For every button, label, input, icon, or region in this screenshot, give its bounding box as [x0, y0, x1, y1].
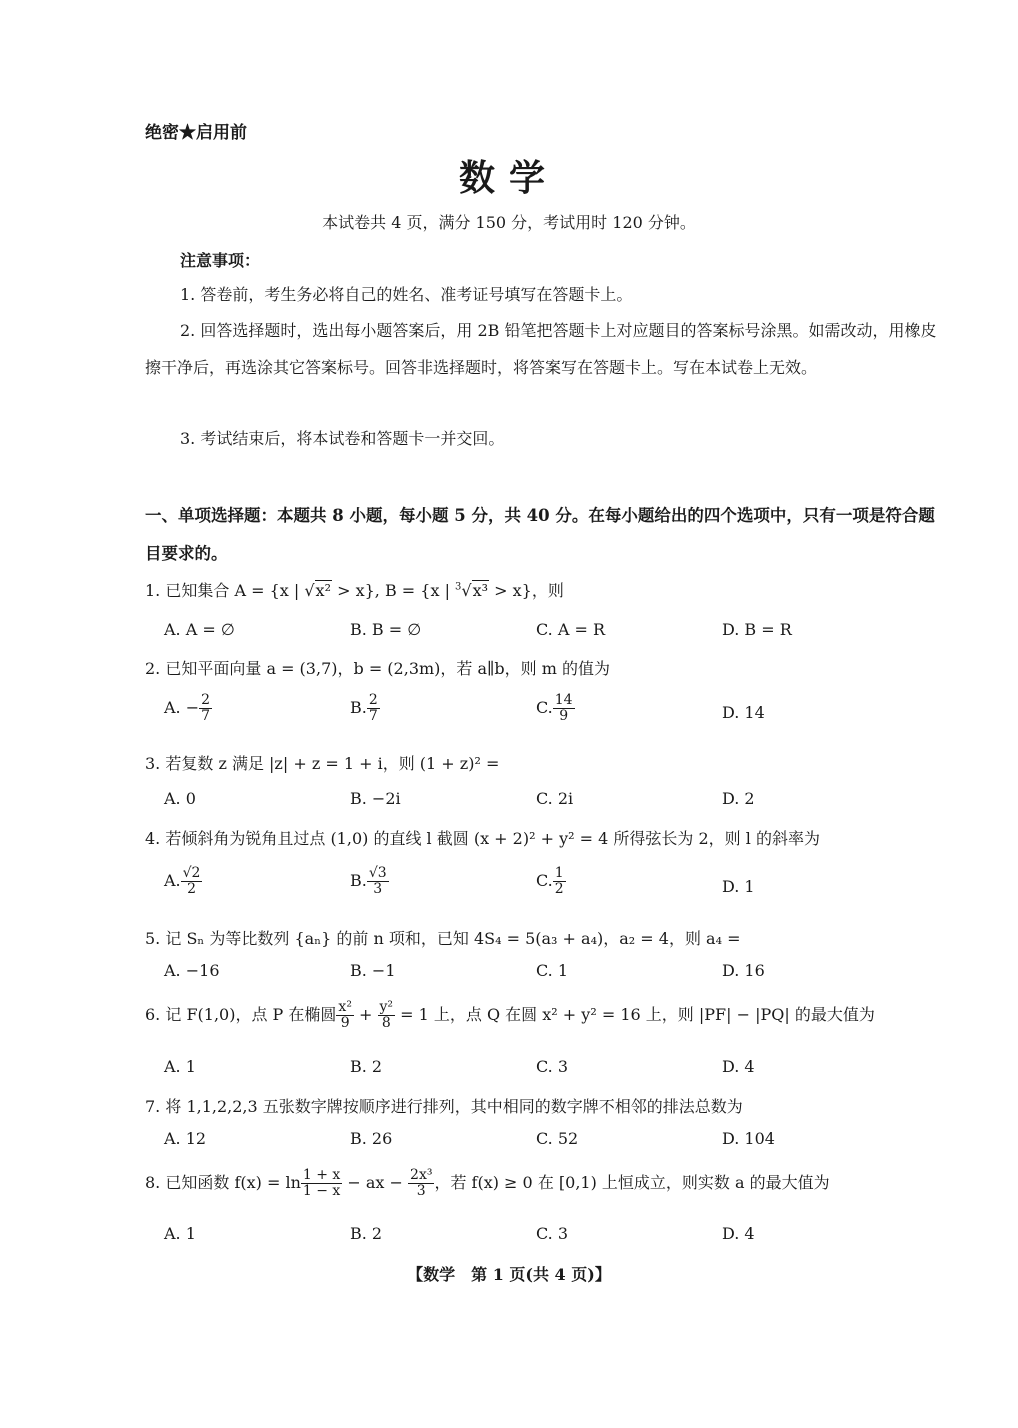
q4-option-a [164, 866, 202, 897]
q3-option-d: D. 2 [722, 789, 755, 808]
q6-option-a: A. 1 [164, 1057, 196, 1076]
fraction: $\frac{1}{2}$ [554, 865, 564, 897]
q4-c-label: C. [536, 871, 553, 890]
q1-option-d: D. B = R [722, 620, 792, 639]
q1-text-c: > x}，则 [489, 581, 564, 600]
q2-option-c [536, 693, 575, 724]
fraction: $\frac{√3}{3}$ [368, 865, 387, 897]
q1-option-a: A. A = ∅ [164, 620, 235, 639]
q2-option-b [350, 693, 380, 724]
question-7: 7. 将 1,1,2,2,3 五张数字牌按顺序进行排列，其中相同的数字牌不相邻的排法总数为 [145, 1097, 743, 1116]
q8-text-b: − ax − [342, 1173, 409, 1192]
q8-option-a: A. 1 [164, 1224, 196, 1243]
q4-option-b [350, 866, 389, 897]
q3-option-b: B. −2i [350, 789, 401, 808]
q5-option-c: C. 1 [536, 961, 569, 980]
q4-option-d: D. 1 [722, 877, 755, 896]
q8-text-a: 8. 已知函数 f(x) = ln [145, 1173, 301, 1192]
q4-a-label: A. [164, 871, 181, 890]
q3-option-a: A. 0 [164, 789, 196, 808]
page-title: 数学 [458, 157, 559, 199]
cbrt-x3: $^3$√x³ [455, 581, 489, 600]
q1-text-b: > x}, B = {x | [331, 581, 456, 600]
question-5: 5. 记 Sₙ 为等比数列 {aₙ} 的前 n 项和，已知 4S₄ = 5(a₃ + a₄)，a₂ = 4，则 a₄ = [145, 929, 741, 948]
question-8 [145, 1168, 830, 1199]
q8-text-c: ，若 f(x) ≥ 0 在 [0,1) 上恒成立，则实数 a 的最大值为 [434, 1173, 830, 1192]
q8-option-c: C. 3 [536, 1224, 569, 1243]
question-4: 4. 若倾斜角为锐角且过点 (1,0) 的直线 l 截圆 (x + 2)² + y² = 4 所得弦长为 2，则 l 的斜率为 [145, 829, 820, 848]
fraction: $\frac{1 + x}{1 - x}$ [302, 1167, 341, 1199]
note-2: 2. 回答选择题时，选出每小题答案后，用 2B 铅笔把答题卡上对应题目的答案标号涂黑。如需改动，用橡皮擦干净后，再选涂其它答案标号。回答非选择题时，将答案写在答题卡上。写在本试卷上无效。 [145, 321, 937, 377]
confidential-label: 绝密★启用前 [145, 123, 247, 143]
q4-option-c [536, 866, 566, 897]
fraction: $\frac{\text{x²}}{9}$ [338, 999, 352, 1031]
q5-option-b: B. −1 [350, 961, 396, 980]
note-3: 3. 考试结束后，将本试卷和答题卡一并交回。 [180, 429, 505, 448]
q1-text-a: 1. 已知集合 A = {x | [145, 581, 305, 600]
q7-option-d: D. 104 [722, 1129, 775, 1148]
q3-option-c: C. 2i [536, 789, 574, 808]
sqrt-x2: √x² [304, 581, 331, 600]
q2-option-d: D. 14 [722, 703, 765, 722]
q8-option-d: D. 4 [722, 1224, 755, 1243]
q1-option-b: B. B = ∅ [350, 620, 422, 639]
question-2: 2. 已知平面向量 a = (3,7)，b = (2,3m)，若 a∥b，则 m 的值为 [145, 659, 611, 678]
question-6: 6. 记 F(1,0)，点 P 在椭圆 $\frac{\text{x²}}{9}$ + $\frac{\text{y²}}{8}$ = 1 上，点 Q 在圆 x² + y² = 16 上，则 |PF| − |PQ| 的最大值为 [145, 999, 875, 1031]
q5-option-d: D. 16 [722, 961, 765, 980]
q2-option-a [164, 693, 212, 724]
q6-text-b: = 1 上，点 Q 在圆 x² + y² = 16 上，则 |PF| − |PQ| 的最大值为 [395, 1005, 875, 1024]
q7-option-c: C. 52 [536, 1129, 579, 1148]
q5-option-a: A. −16 [164, 961, 220, 980]
question-3: 3. 若复数 z 满足 |z| + z = 1 + i，则 (1 + z)² = [145, 754, 500, 773]
exam-info: 本试卷共 4 页，满分 150 分，考试用时 120 分钟。 [322, 213, 696, 232]
q2-c-label: C. [536, 698, 553, 717]
page-footer: 【数学 第 1 页(共 4 页)】 [407, 1265, 611, 1284]
fraction: $\frac{2}{7}$ [368, 692, 378, 724]
q2-a-label: A. − [164, 698, 200, 717]
fraction: $\frac{\text{y²}}{8}$ [379, 999, 394, 1031]
q6-option-b: B. 2 [350, 1057, 383, 1076]
fraction: $\frac{14}{9}$ [554, 692, 573, 724]
notes-heading: 注意事项： [180, 251, 261, 270]
fraction: $\frac{2}{7}$ [201, 692, 211, 724]
q6-text-a: 6. 记 F(1,0)，点 P 在椭圆 [145, 1005, 337, 1024]
q1-option-c: C. A = R [536, 620, 606, 639]
q7-option-a: A. 12 [164, 1129, 207, 1148]
section-heading: 一、单项选择题：本题共 8 小题，每小题 5 分，共 40 分。在每小题给出的四个选项中，只有一项是符合题目要求的。 [145, 506, 935, 563]
question-1 [145, 578, 564, 601]
q7-option-b: B. 26 [350, 1129, 393, 1148]
note-1: 1. 答卷前，考生务必将自己的姓名、准考证号填写在答题卡上。 [180, 285, 633, 304]
q8-option-b: B. 2 [350, 1224, 383, 1243]
q6-option-c: C. 3 [536, 1057, 569, 1076]
q4-b-label: B. [350, 871, 367, 890]
fraction: $\frac{\text{2x³}}{3}$ [410, 1167, 433, 1199]
q2-b-label: B. [350, 698, 367, 717]
fraction: $\frac{√2}{2}$ [182, 865, 201, 897]
q6-option-d: D. 4 [722, 1057, 755, 1076]
